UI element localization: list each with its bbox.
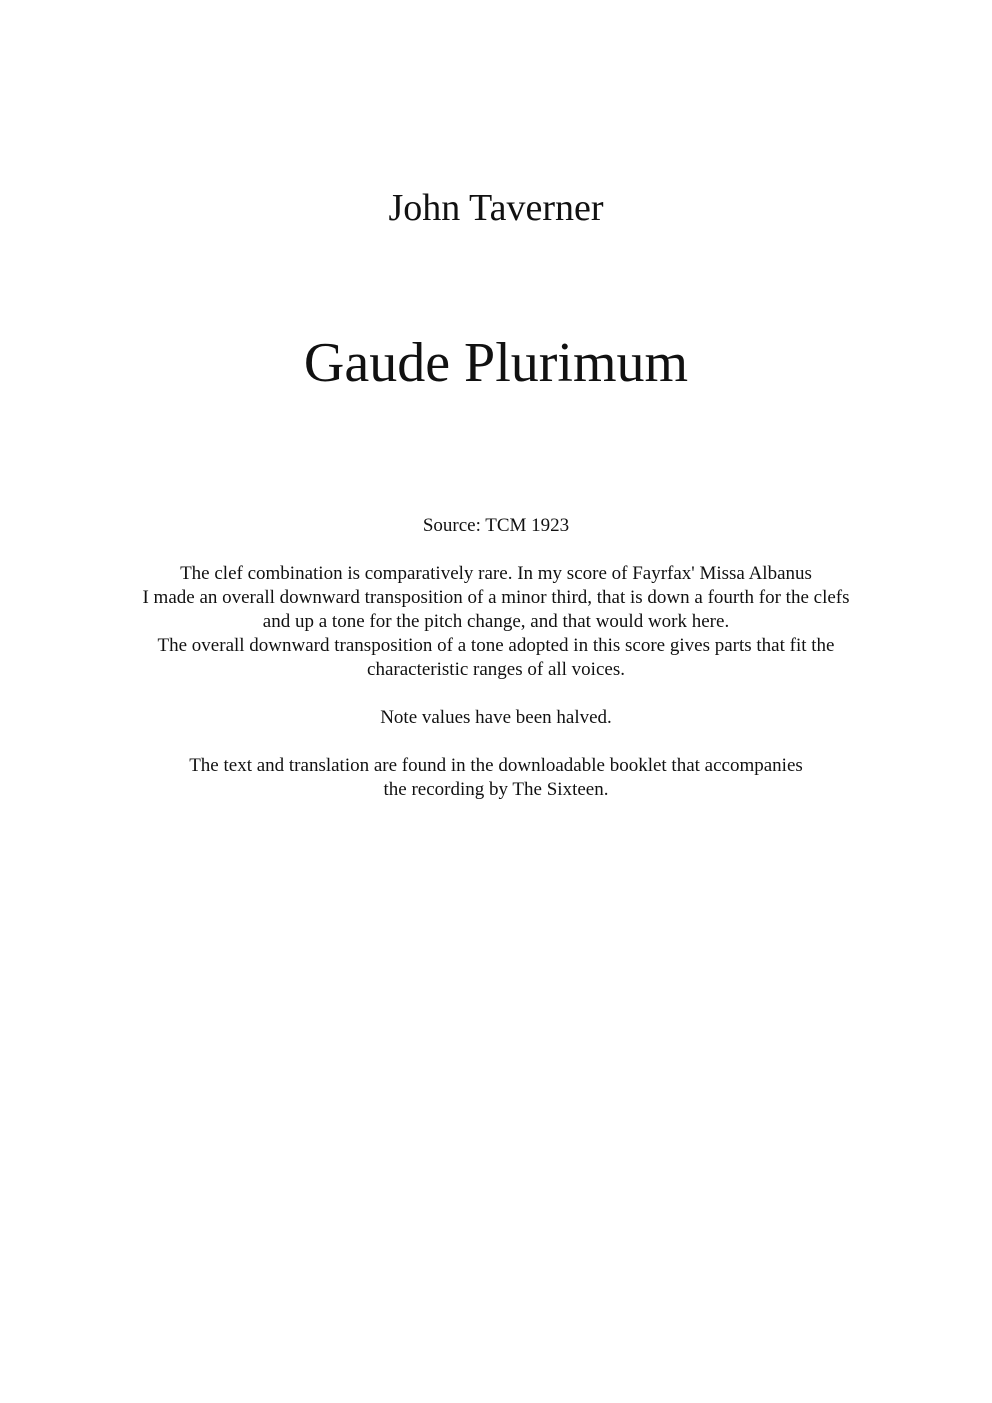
composer-name: John Taverner — [388, 187, 604, 229]
text-note-line-2: the recording by The Sixteen. — [383, 779, 609, 800]
text-note-line-1: The text and translation are found in the downloadable booklet that accompanies — [189, 755, 803, 776]
source-line: Source: TCM 1923 — [422, 515, 570, 536]
clef-note-line-1: The clef combination is comparatively rare. In my score of Fayrfax' Missa Albanus — [180, 563, 812, 584]
editorial-notes — [60, 514, 932, 802]
clef-note-line-3: and up a tone for the pitch change, and that would work here. — [262, 611, 730, 632]
note-values-line: Note values have been halved. — [380, 707, 612, 728]
work-title: Gaude Plurimum — [303, 332, 689, 394]
clef-note-line-4: The overall downward transposition of a tone adopted in this score gives parts that fit the — [157, 635, 835, 656]
clef-note-line-2: I made an overall downward transposition of a minor third, that is down a fourth for the clefs — [142, 587, 850, 608]
clef-note-line-5: characteristic ranges of all voices. — [367, 659, 625, 680]
